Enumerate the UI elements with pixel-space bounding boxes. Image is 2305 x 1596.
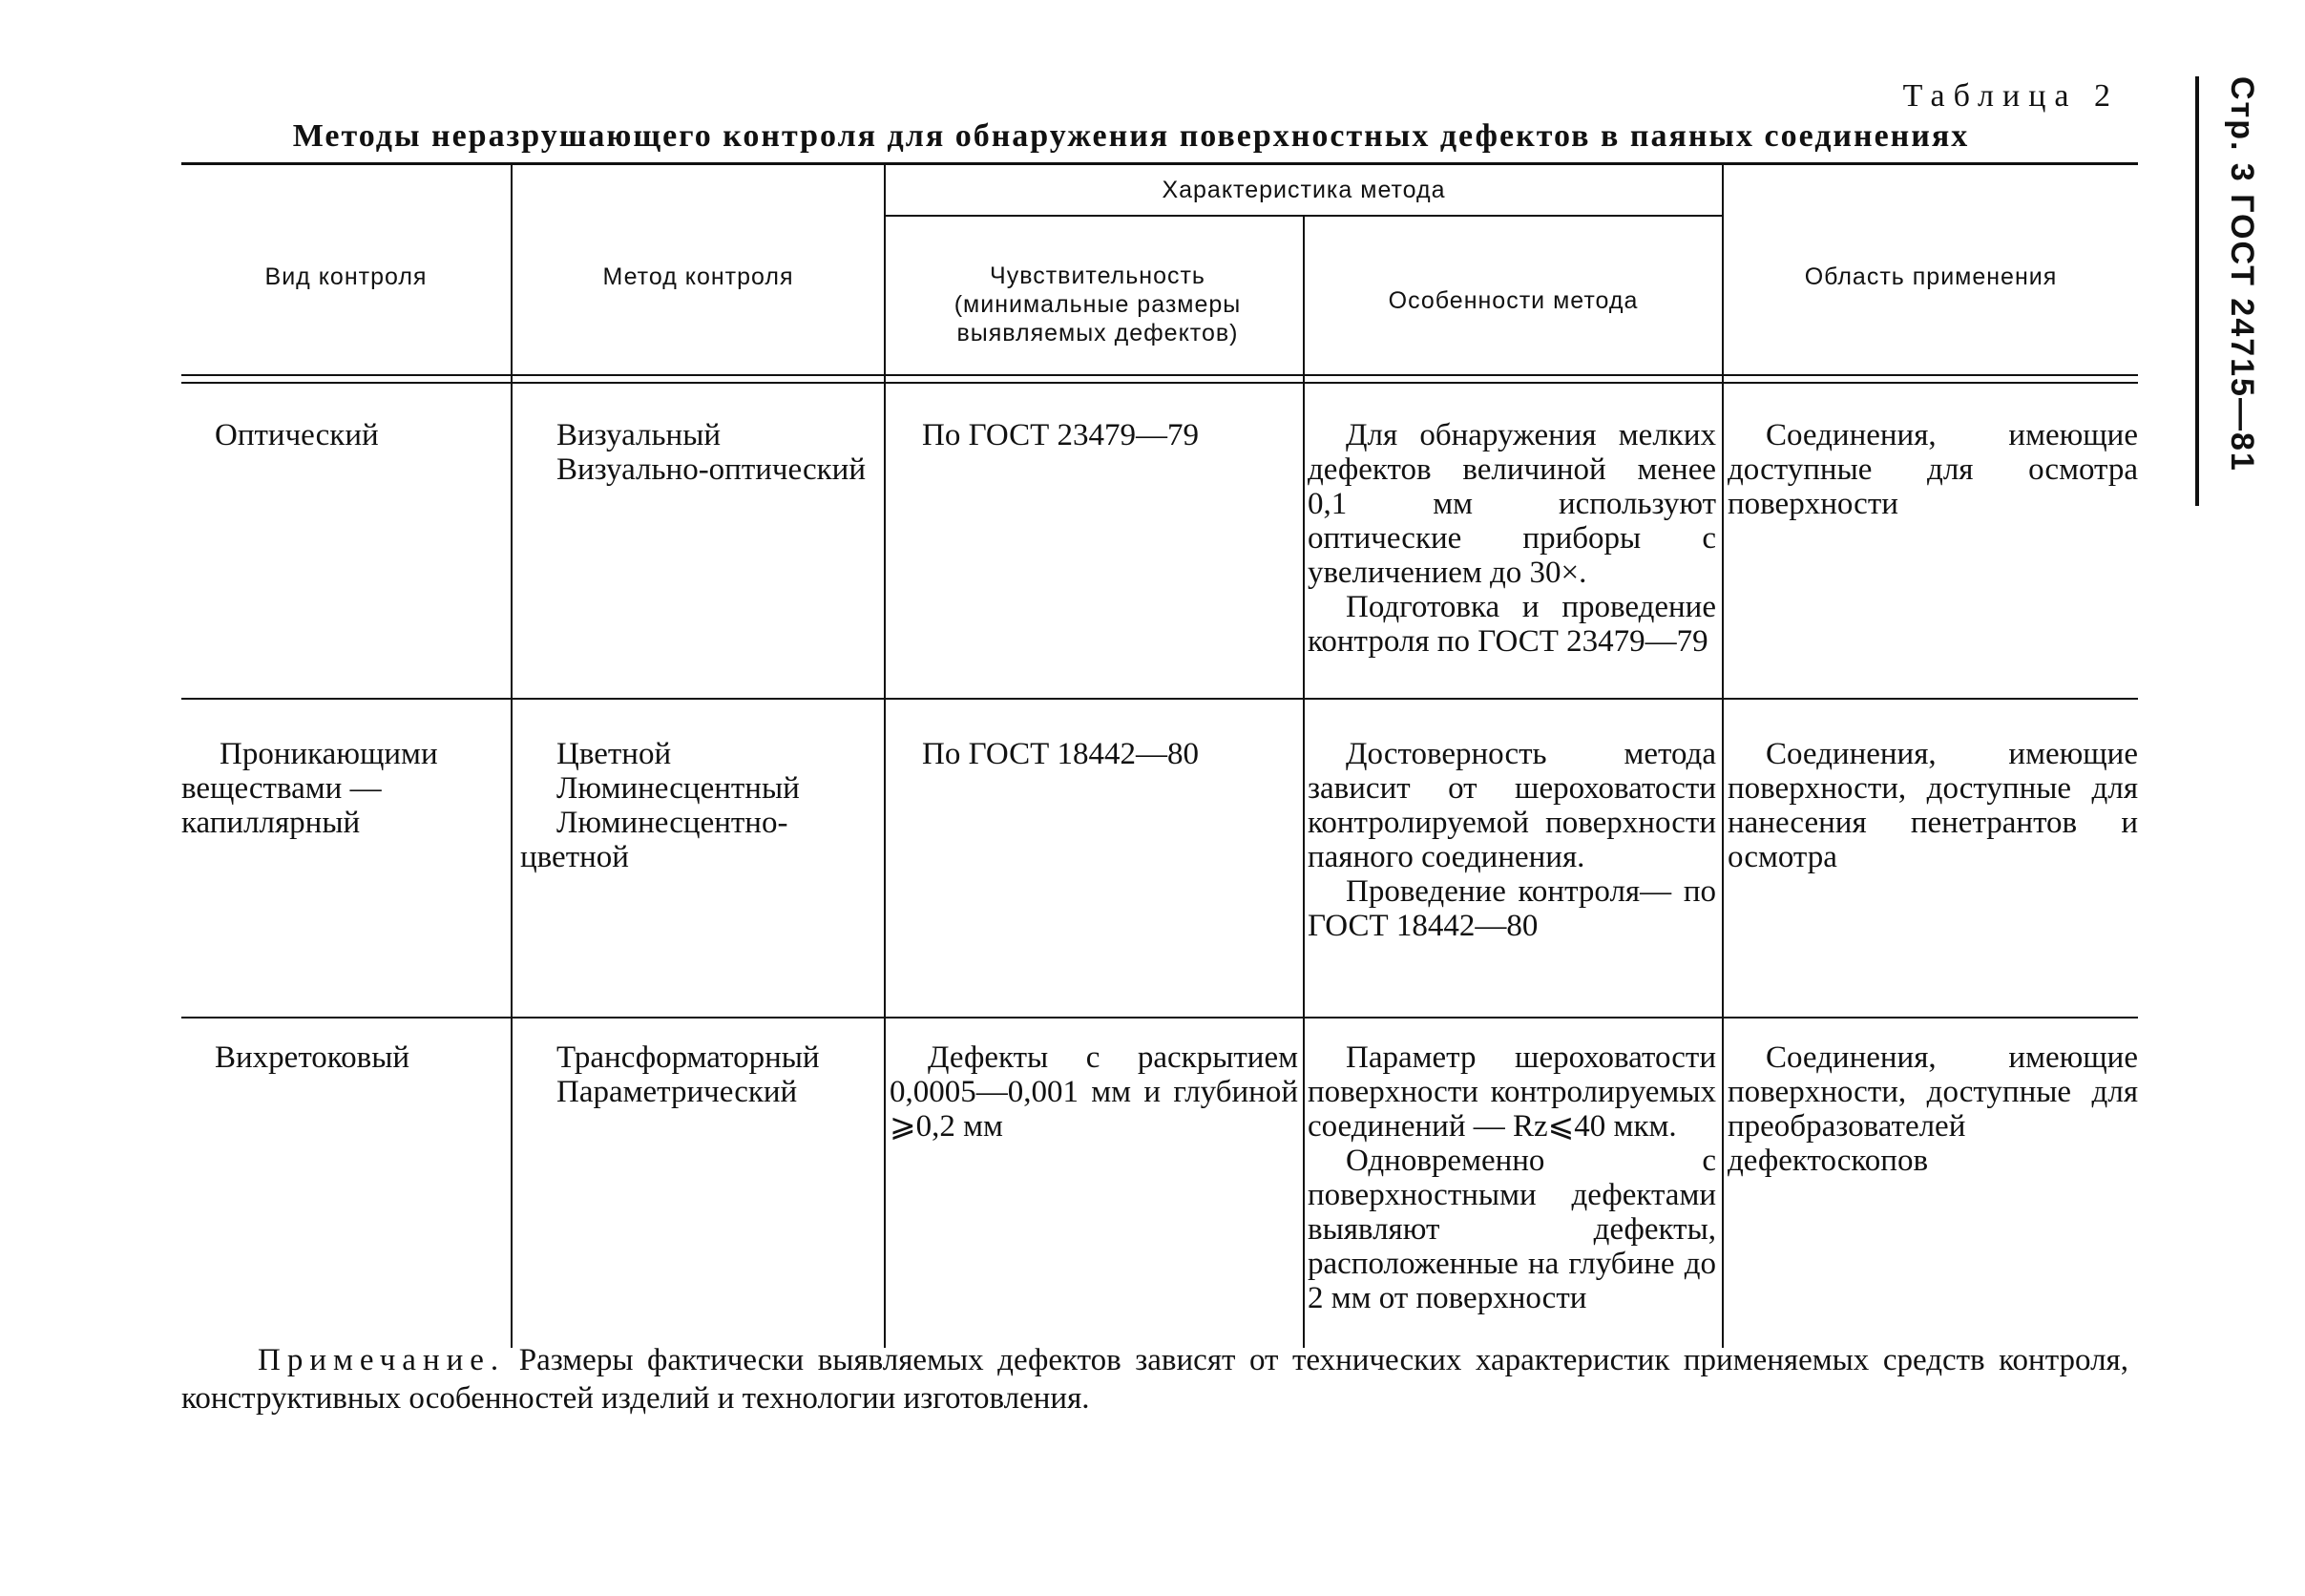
header-sensitivity: Чувствительность (минимальные размеры выявляемых дефектов) xyxy=(953,262,1242,346)
side-rule xyxy=(2195,76,2199,506)
row-1-type: Оптический xyxy=(215,418,379,452)
row-3-feature-2: Одновременно с поверхностными дефектами выявляют дефекты, расположенные на глубине до 2 мм от поверхности xyxy=(1308,1144,1716,1315)
row-2-method-1: Цветной xyxy=(556,737,672,771)
table-top-rule xyxy=(181,162,2138,165)
row-1-feature-1: Для обнаружения мелких дефектов величиной менее 0,1 мм используют оптические приборы с увеличением до 30×. xyxy=(1308,418,1716,590)
row-divider-1 xyxy=(181,698,2138,700)
row-2-feature-2: Проведение контроля— по ГОСТ 18442—80 xyxy=(1308,874,1716,943)
row-2-type: Проникающими веществами — капиллярный xyxy=(181,737,438,840)
row-1-feature-2: Подготовка и проведение контроля по ГОСТ 23479—79 xyxy=(1308,590,1716,659)
row-2-features xyxy=(1308,737,1716,943)
header-method: Метод контроля xyxy=(602,263,794,290)
col-divider-3 xyxy=(1303,216,1305,1348)
table-title: Методы неразрушающего контроля для обнаружения поверхностных дефектов в паяных соединениях xyxy=(292,118,1970,154)
header-bottom-rule-2 xyxy=(181,382,2138,384)
header-characteristic: Характеристика метода xyxy=(1162,177,1446,203)
note-label: Примечание. xyxy=(258,1343,506,1377)
row-2-method-3: Люминесцентно-цветной xyxy=(520,806,788,874)
row-3-method-2: Параметрический xyxy=(556,1075,798,1109)
col-divider-4 xyxy=(1722,164,1724,1348)
note-text: Размеры фактически выявляемых дефектов зависят от технических характеристик применяемых средств контроля, конструктивных особенностей изделий и технологии изготовления. xyxy=(181,1343,2128,1416)
row-divider-2 xyxy=(181,1017,2138,1018)
table-number: Таблица 2 xyxy=(1902,78,2119,114)
col-divider-1 xyxy=(511,164,513,1348)
row-2-application: Соединения, имеющие поверхности, доступные для нанесения пенетрантов и осмотра xyxy=(1728,737,2138,874)
row-1-method-1: Визуальный xyxy=(556,418,722,452)
row-2-sensitivity: По ГОСТ 18442—80 xyxy=(922,737,1199,771)
row-1-sensitivity: По ГОСТ 23479—79 xyxy=(922,418,1199,452)
row-3-methods xyxy=(520,1040,878,1109)
row-1-features xyxy=(1308,418,1716,659)
table-note xyxy=(181,1341,2128,1418)
row-2-feature-1: Достоверность метода зависит от шероховатости контролируемой поверхности паяного соединения. xyxy=(1308,737,1716,874)
row-3-feature-1: Параметр шероховатости поверхности контролируемых соединений — Rz⩽40 мкм. xyxy=(1308,1040,1716,1144)
header-type: Вид контроля xyxy=(264,263,428,290)
side-header-text: Стр. 3 ГОСТ 24715—81 xyxy=(2224,76,2260,472)
row-2-method-2: Люминесцентный xyxy=(556,771,800,806)
header-features: Особенности метода xyxy=(1388,287,1639,314)
row-3-type: Вихретоковый xyxy=(215,1040,410,1075)
row-3-sensitivity: Дефекты с раскрытием 0,0005—0,001 мм и глубиной ⩾0,2 мм xyxy=(890,1040,1298,1144)
header-bottom-rule xyxy=(181,374,2138,376)
row-3-method-1: Трансформаторный xyxy=(556,1040,820,1075)
row-1-application: Соединения, имеющие доступные для осмотра поверхности xyxy=(1728,418,2138,521)
row-3-application: Соединения, имеющие поверхности, доступные для преобразователей дефектоскопов xyxy=(1728,1040,2138,1178)
side-header xyxy=(2212,76,2270,544)
row-3-features xyxy=(1308,1040,1716,1315)
row-1-methods xyxy=(520,418,873,487)
row-1-method-2: Визуально-оптический xyxy=(556,452,866,487)
header-application: Область применения xyxy=(1804,263,2058,290)
col-divider-2 xyxy=(884,164,886,1348)
row-2-methods xyxy=(520,737,873,874)
